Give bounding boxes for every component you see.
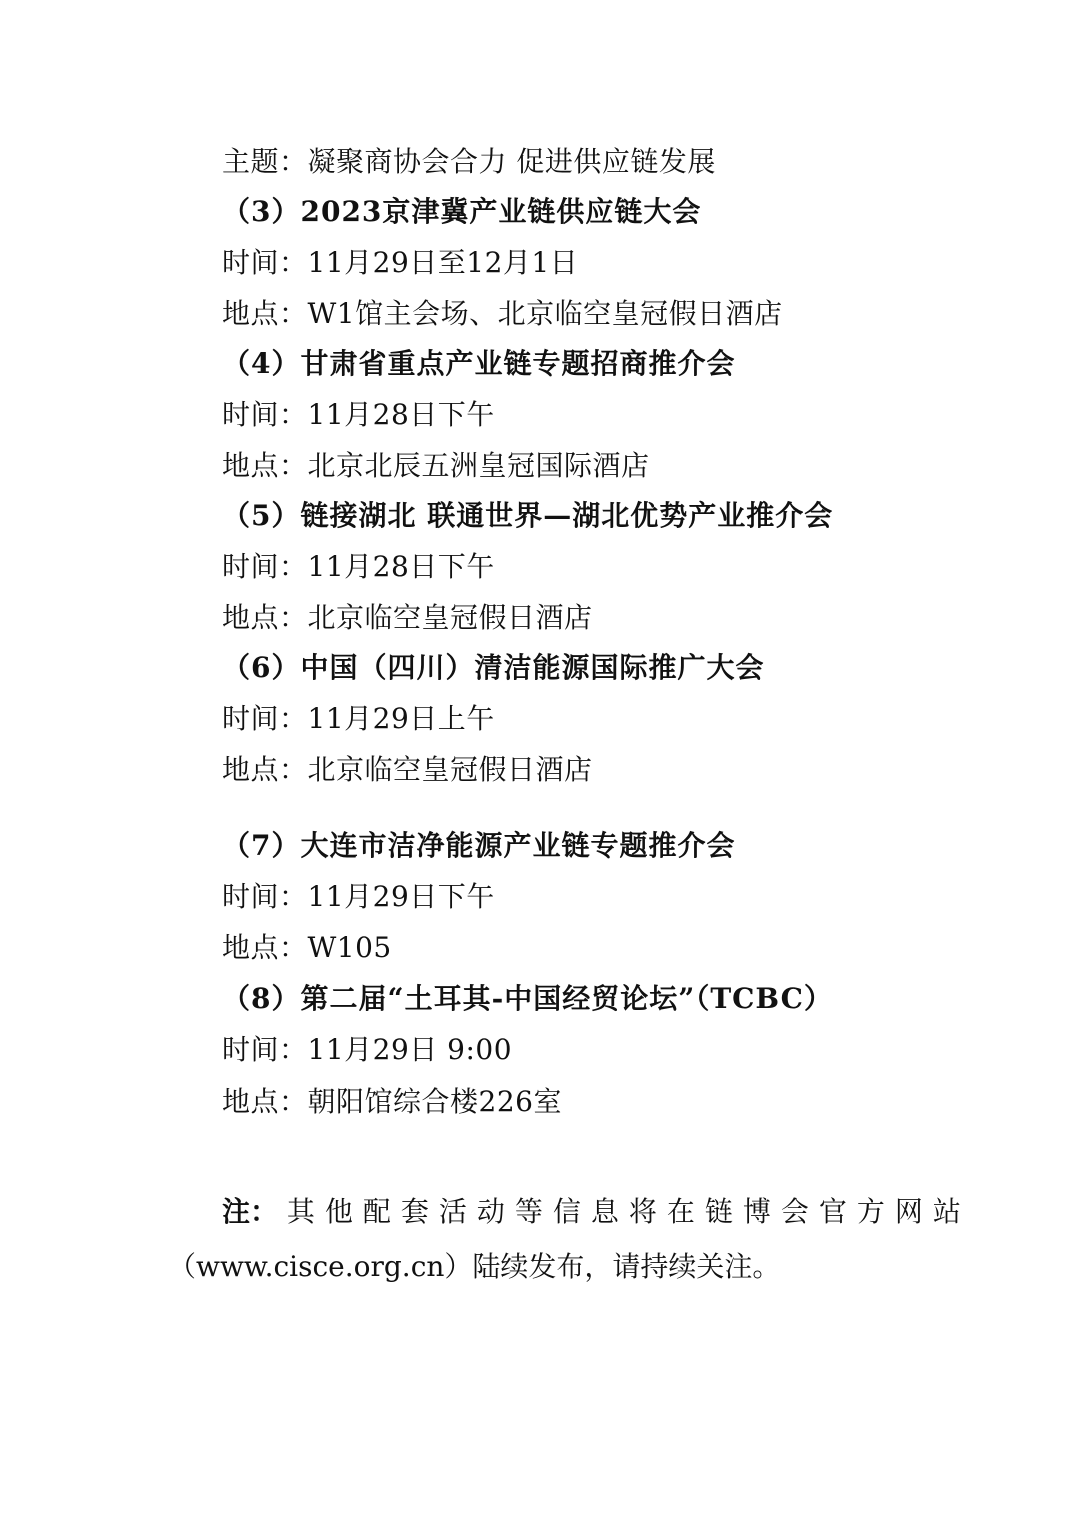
event-6-time: 时间：11月29日上午 bbox=[222, 702, 495, 735]
event-7-title: （7）大连市洁净能源产业链专题推介会 bbox=[222, 829, 736, 862]
event-5-place: 地点：北京临空皇冠假日酒店 bbox=[222, 601, 593, 634]
theme-line: 主题：凝聚商协会合力 促进供应链发展 bbox=[222, 145, 716, 178]
note-line-1: 其他配套活动等信息将在链博会官方网站 bbox=[286, 1195, 971, 1228]
event-4-place: 地点：北京北辰五洲皇冠国际酒店 bbox=[222, 449, 650, 482]
event-6-place: 地点：北京临空皇冠假日酒店 bbox=[222, 753, 593, 786]
event-3-place: 地点：W1馆主会场、北京临空皇冠假日酒店 bbox=[222, 297, 783, 330]
event-3-time: 时间：11月29日至12月1日 bbox=[222, 246, 579, 279]
event-5-time: 时间：11月28日下午 bbox=[222, 550, 495, 583]
event-8-title: （8）第二届“土耳其-中国经贸论坛”（TCBC） bbox=[222, 982, 833, 1015]
note-line-2: （www.cisce.org.cn）陆续发布，请持续关注。 bbox=[168, 1250, 781, 1283]
event-4-title: （4）甘肃省重点产业链专题招商推介会 bbox=[222, 347, 736, 380]
note-block bbox=[222, 1190, 971, 1234]
note-label: 注： bbox=[222, 1195, 279, 1228]
event-3-title: （3）2023京津冀产业链供应链大会 bbox=[222, 195, 702, 228]
event-8-time: 时间：11月29日 9:00 bbox=[222, 1033, 513, 1066]
event-7-place: 地点：W105 bbox=[222, 931, 392, 964]
event-7-time: 时间：11月29日下午 bbox=[222, 880, 495, 913]
event-8-place: 地点：朝阳馆综合楼226室 bbox=[222, 1085, 562, 1118]
event-5-title: （5）链接湖北 联通世界—湖北优势产业推介会 bbox=[222, 499, 834, 532]
event-6-title: （6）中国（四川）清洁能源国际推广大会 bbox=[222, 651, 765, 684]
event-4-time: 时间：11月28日下午 bbox=[222, 398, 495, 431]
